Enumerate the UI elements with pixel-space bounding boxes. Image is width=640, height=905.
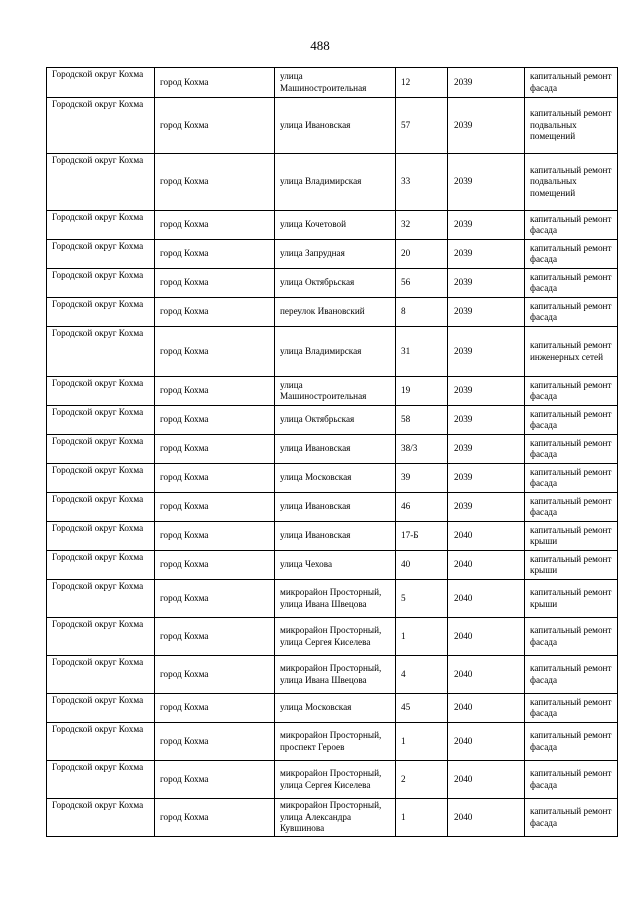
table-row — [47, 327, 618, 377]
table-row — [47, 694, 618, 723]
city-cell: город Кохма — [155, 406, 275, 435]
work-type-cell: капитальный ремонт крыши — [525, 551, 618, 580]
work-type-cell: капитальный ремонт крыши — [525, 522, 618, 551]
work-type-cell: капитальный ремонт фасада — [525, 240, 618, 269]
city-cell: город Кохма — [155, 68, 275, 98]
table-row — [47, 298, 618, 327]
year-cell: 2039 — [448, 298, 525, 327]
house-number-cell: 4 — [396, 656, 448, 694]
city-cell: город Кохма — [155, 618, 275, 656]
year-cell: 2039 — [448, 269, 525, 298]
district-cell: Городской округ Кохма — [47, 580, 155, 618]
work-type-cell: капитальный ремонт фасада — [525, 211, 618, 240]
house-number-cell: 45 — [396, 694, 448, 723]
house-number-cell: 56 — [396, 269, 448, 298]
district-cell: Городской округ Кохма — [47, 464, 155, 493]
street-cell: улица Московская — [275, 694, 396, 723]
district-cell: Городской округ Кохма — [47, 298, 155, 327]
work-type-cell: капитальный ремонт подвальных помещений — [525, 98, 618, 154]
year-cell: 2039 — [448, 98, 525, 154]
house-number-cell: 57 — [396, 98, 448, 154]
house-number-cell: 58 — [396, 406, 448, 435]
table-row — [47, 435, 618, 464]
work-type-cell: капитальный ремонт фасада — [525, 298, 618, 327]
house-number-cell: 8 — [396, 298, 448, 327]
work-type-cell: капитальный ремонт фасада — [525, 799, 618, 837]
district-cell: Городской округ Кохма — [47, 551, 155, 580]
street-cell: улица Ивановская — [275, 435, 396, 464]
year-cell: 2039 — [448, 464, 525, 493]
year-cell: 2040 — [448, 761, 525, 799]
street-cell: улица Ивановская — [275, 493, 396, 522]
street-cell: улица Кочетовой — [275, 211, 396, 240]
street-cell: микрорайон Просторный, улица Сергея Киселева — [275, 618, 396, 656]
district-cell: Городской округ Кохма — [47, 723, 155, 761]
city-cell: город Кохма — [155, 377, 275, 406]
year-cell: 2039 — [448, 68, 525, 98]
table-row — [47, 377, 618, 406]
year-cell: 2040 — [448, 551, 525, 580]
street-cell: улица Владимирская — [275, 327, 396, 377]
table-row — [47, 493, 618, 522]
city-cell: город Кохма — [155, 327, 275, 377]
table-row — [47, 464, 618, 493]
street-cell: микрорайон Просторный, улица Сергея Киселева — [275, 761, 396, 799]
table-row — [47, 580, 618, 618]
city-cell: город Кохма — [155, 761, 275, 799]
district-cell: Городской округ Кохма — [47, 493, 155, 522]
year-cell: 2040 — [448, 522, 525, 551]
city-cell: город Кохма — [155, 723, 275, 761]
city-cell: город Кохма — [155, 154, 275, 211]
house-number-cell: 2 — [396, 761, 448, 799]
district-cell: Городской округ Кохма — [47, 656, 155, 694]
work-type-cell: капитальный ремонт фасада — [525, 68, 618, 98]
repair-schedule-table — [46, 67, 618, 837]
street-cell: улица Чехова — [275, 551, 396, 580]
street-cell: улица Ивановская — [275, 98, 396, 154]
street-cell: улица Октябрьская — [275, 269, 396, 298]
district-cell: Городской округ Кохма — [47, 406, 155, 435]
city-cell: город Кохма — [155, 464, 275, 493]
house-number-cell: 20 — [396, 240, 448, 269]
street-cell: улица Владимирская — [275, 154, 396, 211]
house-number-cell: 31 — [396, 327, 448, 377]
work-type-cell: капитальный ремонт фасада — [525, 493, 618, 522]
district-cell: Городской округ Кохма — [47, 799, 155, 837]
house-number-cell: 46 — [396, 493, 448, 522]
table-row — [47, 761, 618, 799]
table-row — [47, 154, 618, 211]
house-number-cell: 40 — [396, 551, 448, 580]
street-cell: улица Запрудная — [275, 240, 396, 269]
street-cell: улица Машиностроительная — [275, 68, 396, 98]
year-cell: 2039 — [448, 327, 525, 377]
district-cell: Городской округ Кохма — [47, 377, 155, 406]
street-cell: улица Московская — [275, 464, 396, 493]
work-type-cell: капитальный ремонт фасада — [525, 618, 618, 656]
district-cell: Городской округ Кохма — [47, 240, 155, 269]
city-cell: город Кохма — [155, 493, 275, 522]
house-number-cell: 39 — [396, 464, 448, 493]
year-cell: 2039 — [448, 406, 525, 435]
district-cell: Городской округ Кохма — [47, 618, 155, 656]
year-cell: 2040 — [448, 723, 525, 761]
street-cell: улица Ивановская — [275, 522, 396, 551]
city-cell: город Кохма — [155, 551, 275, 580]
house-number-cell: 1 — [396, 799, 448, 837]
work-type-cell: капитальный ремонт фасада — [525, 723, 618, 761]
table-row — [47, 406, 618, 435]
table-row — [47, 551, 618, 580]
work-type-cell: капитальный ремонт фасада — [525, 464, 618, 493]
table-row — [47, 211, 618, 240]
year-cell: 2039 — [448, 493, 525, 522]
city-cell: город Кохма — [155, 656, 275, 694]
street-cell: улица Машиностроительная — [275, 377, 396, 406]
city-cell: город Кохма — [155, 799, 275, 837]
work-type-cell: капитальный ремонт фасада — [525, 406, 618, 435]
street-cell: микрорайон Просторный, проспект Героев — [275, 723, 396, 761]
table-row — [47, 618, 618, 656]
house-number-cell: 12 — [396, 68, 448, 98]
work-type-cell: капитальный ремонт крыши — [525, 580, 618, 618]
house-number-cell: 32 — [396, 211, 448, 240]
street-cell: улица Октябрьская — [275, 406, 396, 435]
year-cell: 2039 — [448, 154, 525, 211]
year-cell: 2039 — [448, 377, 525, 406]
table-row — [47, 799, 618, 837]
table-row — [47, 240, 618, 269]
work-type-cell: капитальный ремонт фасада — [525, 377, 618, 406]
city-cell: город Кохма — [155, 580, 275, 618]
city-cell: город Кохма — [155, 98, 275, 154]
house-number-cell: 17-Б — [396, 522, 448, 551]
work-type-cell: капитальный ремонт фасада — [525, 435, 618, 464]
year-cell: 2039 — [448, 211, 525, 240]
year-cell: 2040 — [448, 799, 525, 837]
year-cell: 2039 — [448, 240, 525, 269]
district-cell: Городской округ Кохма — [47, 761, 155, 799]
district-cell: Городской округ Кохма — [47, 694, 155, 723]
city-cell: город Кохма — [155, 522, 275, 551]
street-cell: микрорайон Просторный, улица Ивана Швецова — [275, 580, 396, 618]
district-cell: Городской округ Кохма — [47, 154, 155, 211]
table-row — [47, 656, 618, 694]
house-number-cell: 38/3 — [396, 435, 448, 464]
city-cell: город Кохма — [155, 269, 275, 298]
street-cell: микрорайон Просторный, улица Ивана Швецова — [275, 656, 396, 694]
year-cell: 2040 — [448, 694, 525, 723]
work-type-cell: капитальный ремонт фасада — [525, 694, 618, 723]
district-cell: Городской округ Кохма — [47, 269, 155, 298]
city-cell: город Кохма — [155, 694, 275, 723]
district-cell: Городской округ Кохма — [47, 522, 155, 551]
table-row — [47, 98, 618, 154]
city-cell: город Кохма — [155, 298, 275, 327]
year-cell: 2040 — [448, 580, 525, 618]
district-cell: Городской округ Кохма — [47, 98, 155, 154]
year-cell: 2039 — [448, 435, 525, 464]
street-cell: переулок Ивановский — [275, 298, 396, 327]
city-cell: город Кохма — [155, 240, 275, 269]
work-type-cell: капитальный ремонт инженерных сетей — [525, 327, 618, 377]
table-row — [47, 68, 618, 98]
table-row — [47, 723, 618, 761]
district-cell: Городской округ Кохма — [47, 68, 155, 98]
house-number-cell: 33 — [396, 154, 448, 211]
house-number-cell: 5 — [396, 580, 448, 618]
city-cell: город Кохма — [155, 211, 275, 240]
house-number-cell: 1 — [396, 723, 448, 761]
work-type-cell: капитальный ремонт фасада — [525, 269, 618, 298]
city-cell: город Кохма — [155, 435, 275, 464]
page-number: 488 — [310, 38, 330, 53]
year-cell: 2040 — [448, 656, 525, 694]
table-row — [47, 269, 618, 298]
street-cell: микрорайон Просторный, улица Александра Кувшинова — [275, 799, 396, 837]
work-type-cell: капитальный ремонт фасада — [525, 656, 618, 694]
house-number-cell: 1 — [396, 618, 448, 656]
house-number-cell: 19 — [396, 377, 448, 406]
work-type-cell: капитальный ремонт подвальных помещений — [525, 154, 618, 211]
district-cell: Городской округ Кохма — [47, 435, 155, 464]
work-type-cell: капитальный ремонт фасада — [525, 761, 618, 799]
table-row — [47, 522, 618, 551]
district-cell: Городской округ Кохма — [47, 211, 155, 240]
year-cell: 2040 — [448, 618, 525, 656]
district-cell: Городской округ Кохма — [47, 327, 155, 377]
